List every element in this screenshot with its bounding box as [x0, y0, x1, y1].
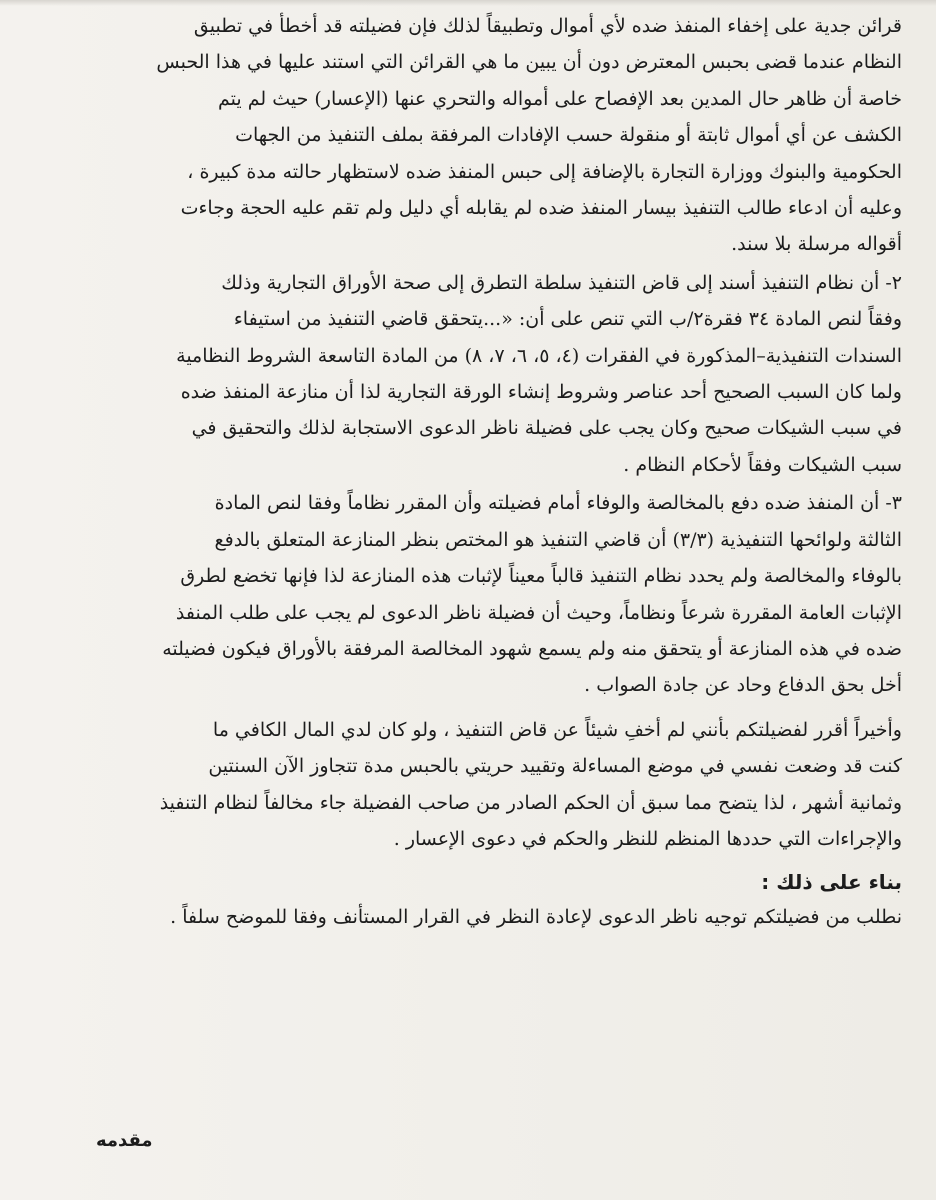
text-line: نطلب من فضيلتكم توجيه ناظر الدعوى لإعادة النظر في القرار المستأنف وفقا للموضح سلفاً .: [170, 906, 902, 929]
text-line: السندات التنفيذية–المذكورة في الفقرات (٤، ٥، ٦، ٧، ٨) من المادة التاسعة الشروط النظامية: [176, 344, 902, 367]
text-line: النظام عندما قضى بحبس المعترض دون أن يبين ما هي القرائن التي استند عليها في هذا الحبس: [156, 51, 902, 74]
signature-label: مقدمه: [96, 1130, 153, 1151]
text-line: أخل بحق الدفاع وحاد عن جادة الصواب .: [584, 674, 902, 697]
text-line: أقواله مرسلة بلا سند.: [731, 233, 902, 256]
text-line: والإجراءات التي حددها المنظم للنظر والحكم في دعوى الإعسار .: [393, 827, 902, 850]
request-paragraph: [40, 899, 902, 935]
text-line: ضده في هذه المنازعة أو يتحقق منه ولم يسمع شهود المخالصة المرفقة بالأوراق فيكون فضيلته: [162, 637, 902, 660]
paragraph-2: [40, 265, 902, 483]
text-line: بالوفاء والمخالصة ولم يحدد نظام التنفيذ قالباً معيناً لإثبات هذه المنازعة لذا فإنها تخضع لطرق: [180, 565, 902, 588]
text-line: ٣- أن المنفذ ضده دفع بالمخالصة والوفاء أمام فضيلته وأن المقرر نظاماً وفقا لنص المادة: [214, 492, 902, 515]
text-line: في سبب الشيكات صحيح وكان يجب على فضيلة ناظر الدعوى الاستجابة لذلك والتحقيق في: [191, 417, 902, 440]
document-body: [40, 8, 902, 936]
paragraph-4: [40, 712, 902, 858]
text-line: وعليه أن ادعاء طالب التنفيذ بيسار المنفذ ضده لم يقابله أي دليل ولم تقم عليه الحجة وجاءت: [180, 197, 902, 220]
text-line: ولما كان السبب الصحيح أحد عناصر وشروط إنشاء الورقة التجارية لذا أن منازعة المنفذ ضده: [180, 381, 902, 404]
scan-edge: [0, 0, 936, 6]
text-line: ٢- أن نظام التنفيذ أسند إلى قاض التنفيذ سلطة التطرق إلى صحة الأوراق التجارية وذلك: [221, 271, 902, 294]
text-line: الإثبات العامة المقررة شرعاً ونظاماً، وحيث أن فضيلة ناظر الدعوى لم يجب على طلب المنفذ: [175, 601, 902, 624]
text-line: وأخيراً أقرر لفضيلتكم بأنني لم أخفِ شيئاً عن قاض التنفيذ ، ولو كان لدي المال الكافي ما: [212, 718, 902, 741]
text-line: خاصة أن ظاهر حال المدين بعد الإفصاح على أمواله والتحري عنها (الإعسار) حيث لم يتم: [218, 87, 902, 110]
text-line: قرائن جدية على إخفاء المنفذ ضده لأي أموال وتطبيقاً لذلك فإن فضيلته قد أخطأ في تطبيق: [193, 15, 902, 37]
text-line: كنت قد وضعت نفسي في موضع المساءلة وتقييد حريتي بالحبس مدة تتجاوز الآن السنتين: [208, 755, 902, 778]
text-line: سبب الشيكات وفقاً لأحكام النظام .: [623, 453, 902, 476]
text-line: الثالثة ولوائحها التنفيذية (٣/٣) أن قاضي التنفيذ هو المختص بنظر المنازعة المتعلق بالدفع: [214, 528, 902, 551]
paragraph-3: [40, 485, 902, 703]
section-heading: بناء على ذلك :: [761, 870, 902, 895]
text-line: الكشف عن أي أموال ثابتة أو منقولة حسب الإفادات المرفقة بملف التنفيذ من الجهات: [235, 124, 902, 147]
text-line: وثمانية أشهر ، لذا يتضح مما سبق أن الحكم الصادر من صاحب الفضيلة جاء مخالفاً لنظام التنفيذ: [159, 791, 902, 814]
paragraph-1: [40, 8, 902, 263]
text-line: الحكومية والبنوك ووزارة التجارة بالإضافة إلى حبس المنفذ ضده لاستظهار حالته مدة كبيرة ،: [187, 160, 902, 183]
text-line: وفقاً لنص المادة ٣٤ فقرة٢/ب التي تنص على أن: «...يتحقق قاضي التنفيذ من استيفاء: [233, 308, 902, 331]
